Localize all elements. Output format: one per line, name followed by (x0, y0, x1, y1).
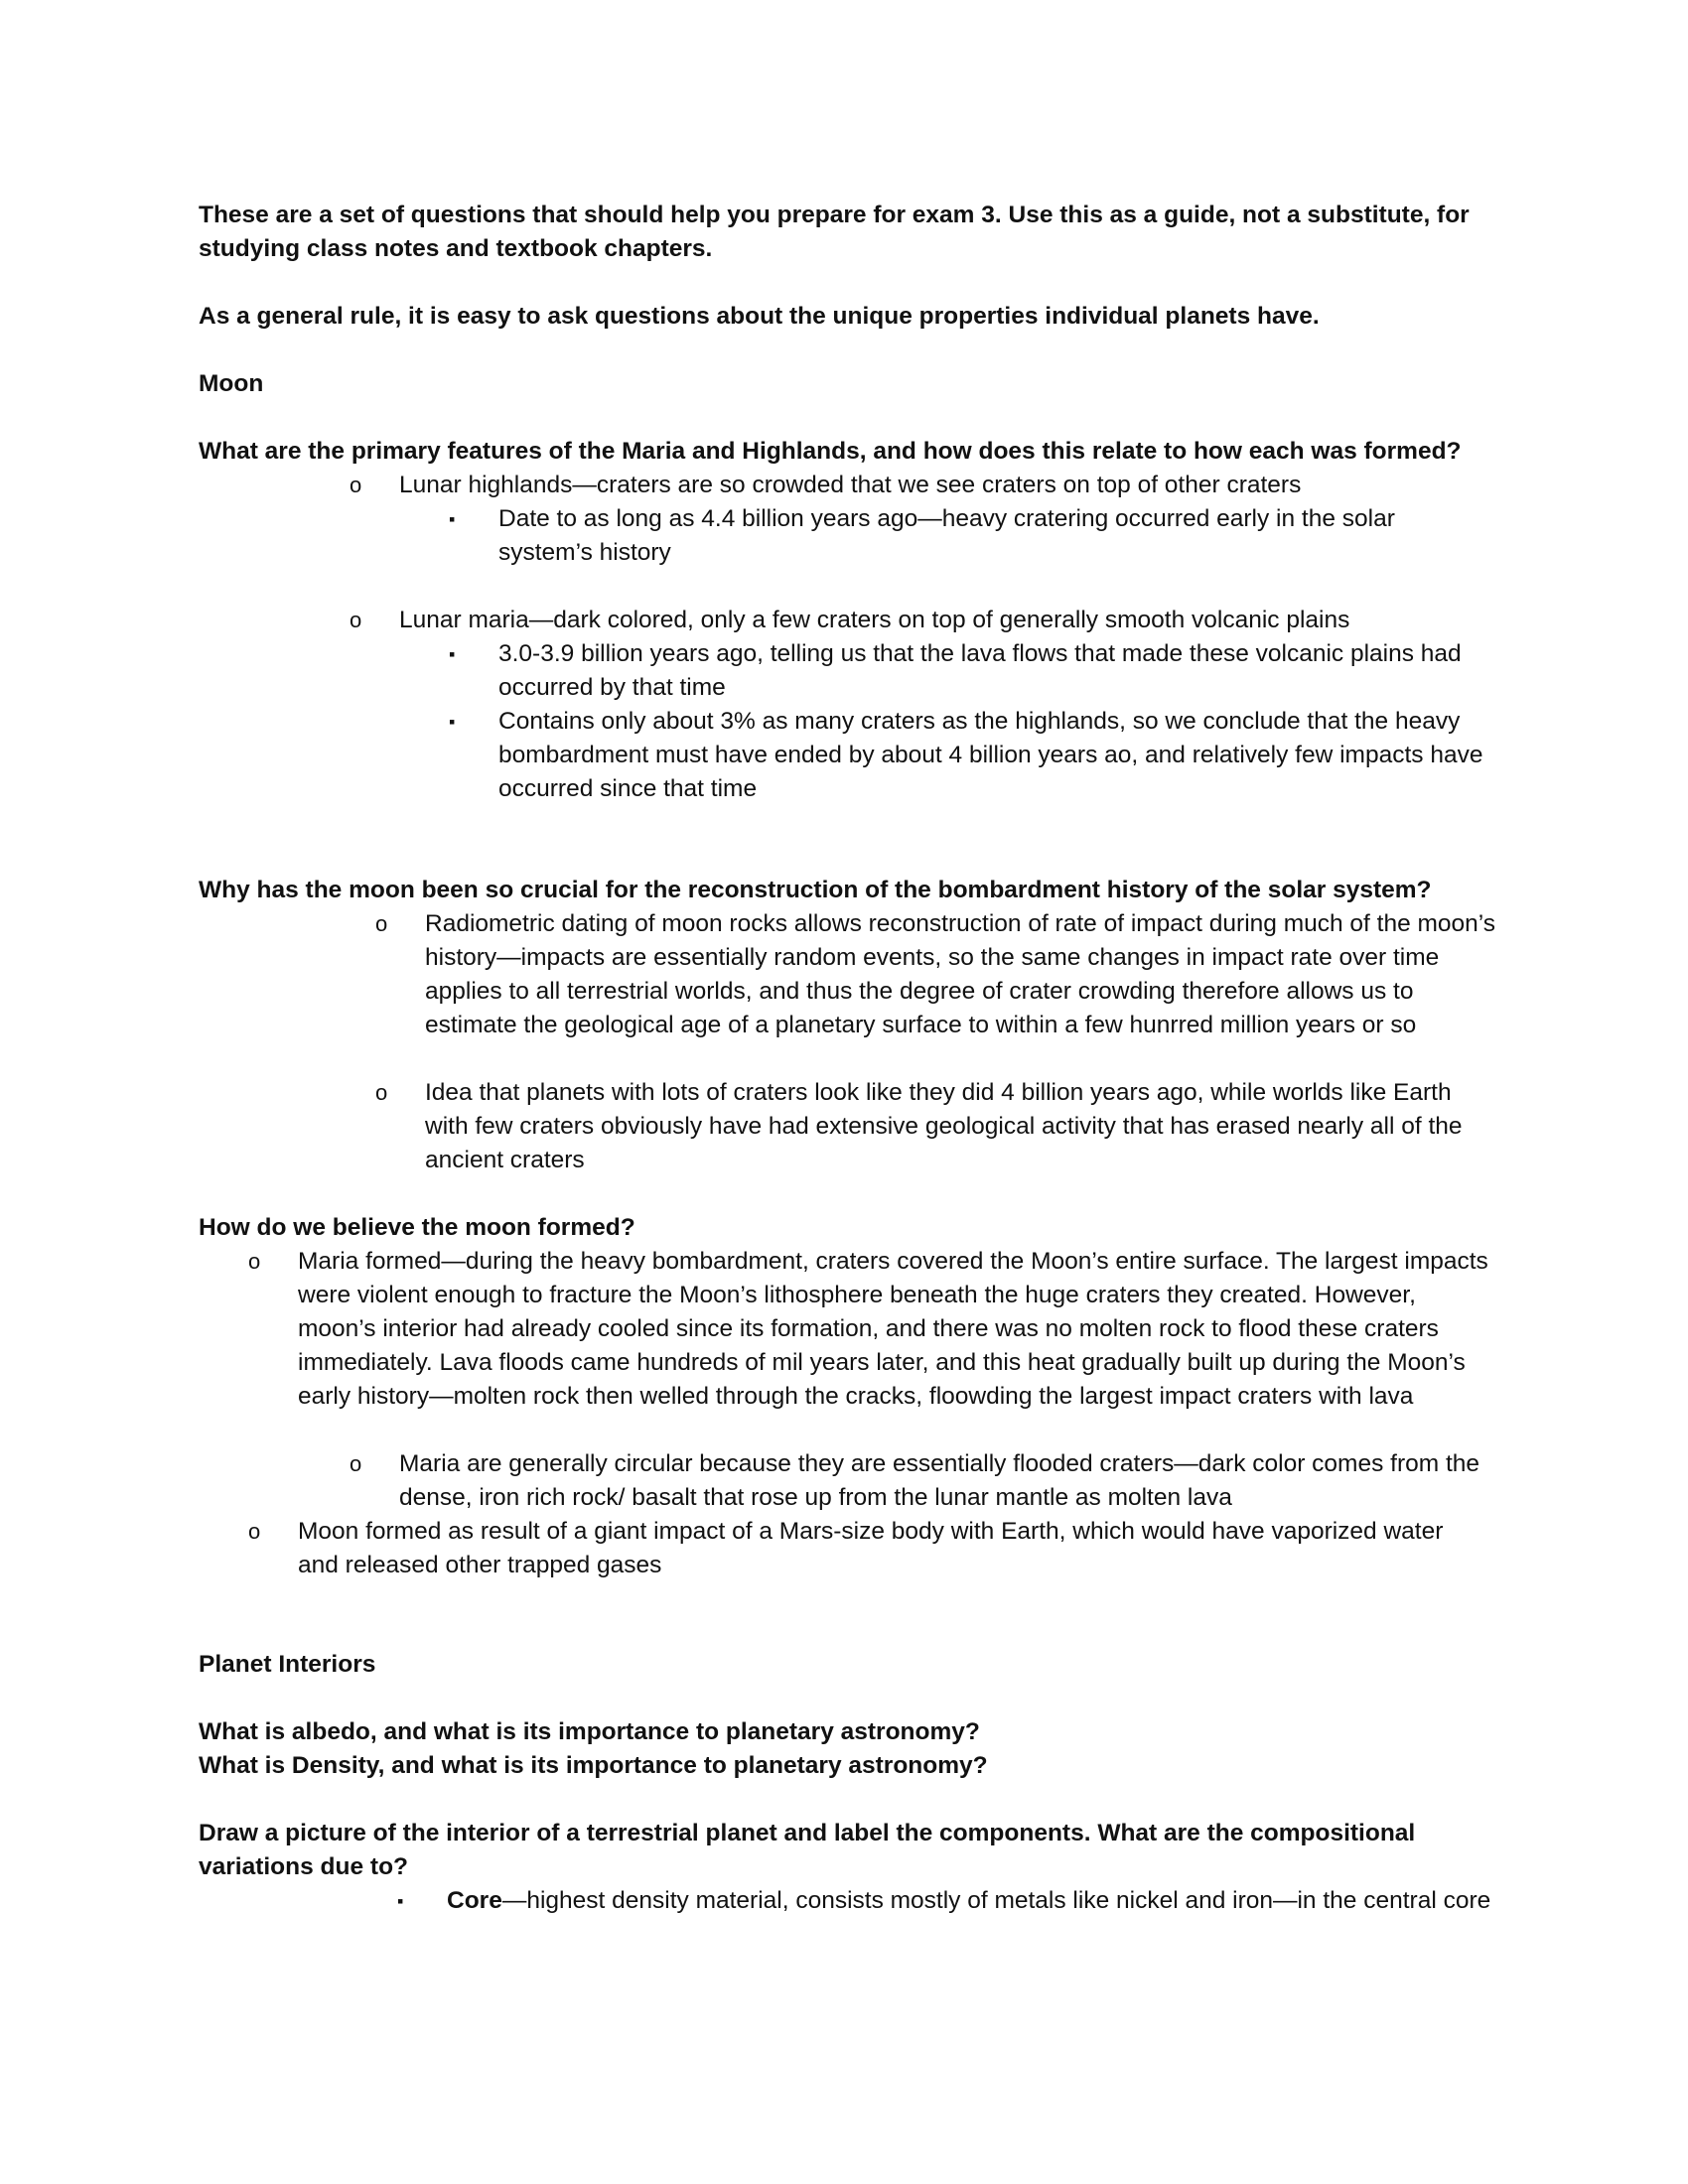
circle-bullet-icon: o (350, 1451, 362, 1476)
maria-text: Lunar maria—dark colored, only a few craters on top of generally smooth volcanic plains (399, 607, 1350, 633)
circle-bullet-icon: o (350, 608, 362, 632)
maria-age-text: 3.0-3.9 billion years ago, telling us that the lava flows that made these volcanic plains had occurred by that time (498, 640, 1462, 701)
list-item (449, 637, 1491, 705)
intro-paragraph: These are a set of questions that should help you prepare for exam 3. Use this as a guide, not a substitute, for studying class notes and textbook chapters. (199, 202, 1470, 262)
circle-bullet-icon: o (375, 1080, 388, 1105)
maria-formed-text: Maria formed—during the heavy bombardment, craters covered the Moon’s entire surface. The largest impacts were violent enough to fracture the Moon’s lithosphere beneath the huge craters they created. However, moon’s interior had already cooled since its formation, and there was no molten rock to flood these craters immediately. Lava floods came hundreds of mil years later, and this heat gradually built up during the Moon’s early history—molten rock then welled through the cracks, floowding the largest impact craters with lava (298, 1248, 1488, 1410)
maria-craters-text: Contains only about 3% as many craters as the highlands, so we conclude that the heavy bombardment must have ended by about 4 billion years ao, and relatively few impacts have occurred since that time (498, 708, 1483, 802)
core-text: —highest density material, consists mostly of metals like nickel and iron—in the central core (501, 1887, 1491, 1914)
crater-idea-text: Idea that planets with lots of craters look like they did 4 billion years ago, while worlds like Earth with few craters obviously have had extensive geological activity that has erased nearly all of the ancient craters (425, 1079, 1463, 1173)
square-bullet-icon: ▪ (397, 1891, 404, 1911)
circle-bullet-icon: o (350, 473, 362, 497)
circle-bullet-icon: o (375, 911, 388, 936)
question-maria-highlands: What are the primary features of the Maria and Highlands, and how does this relate to how each was formed? (199, 438, 1462, 465)
highlands-text: Lunar highlands—craters are so crowded that we see craters on top of other craters (399, 472, 1302, 498)
core-description (447, 1884, 1494, 1918)
highlands-date-text: Date to as long as 4.4 billion years ago—heavy cratering occurred early in the solar system’s history (498, 505, 1395, 566)
section-heading-planet-interiors: Planet Interiors (199, 1651, 376, 1678)
list-item (375, 907, 1497, 1042)
list-item (350, 1447, 1491, 1515)
list-item (350, 469, 1491, 502)
radiometric-dating-text: Radiometric dating of moon rocks allows reconstruction of rate of impact during much of the moon’s history—impacts are essentially random events, so the same changes in impact rate over time applies to all terrestrial worlds, and thus the degree of crater crowding therefore allows us to estimate the geological age of a planetary surface to within a few hunrred million years or so (425, 910, 1496, 1038)
list-item (375, 1076, 1497, 1177)
list-item (248, 1245, 1489, 1414)
question-planet-interior: Draw a picture of the interior of a terrestrial planet and label the components. What are the compositional variations due to? (199, 1820, 1416, 1880)
square-bullet-icon: ▪ (449, 644, 456, 664)
question-bombardment-history: Why has the moon been so crucial for the reconstruction of the bombardment history of the solar system? (199, 877, 1432, 903)
circle-bullet-icon: o (248, 1249, 261, 1274)
giant-impact-text: Moon formed as result of a giant impact of a Mars-size body with Earth, which would have vaporized water and released other trapped gases (298, 1518, 1444, 1578)
list-item (449, 705, 1501, 806)
question-albedo: What is albedo, and what is its importance to planetary astronomy? (199, 1718, 980, 1745)
maria-circular-text: Maria are generally circular because they are essentially flooded craters—dark color comes from the dense, iron rich rock/ basalt that rose up from the lunar mantle as molten lava (399, 1450, 1480, 1511)
section-heading-moon: Moon (199, 370, 264, 397)
question-moon-formation: How do we believe the moon formed? (199, 1214, 635, 1241)
list-item (350, 604, 1491, 637)
list-item (449, 502, 1491, 570)
square-bullet-icon: ▪ (449, 509, 456, 529)
square-bullet-icon: ▪ (449, 712, 456, 732)
general-rule-paragraph: As a general rule, it is easy to ask questions about the unique properties individual planets have. (199, 303, 1320, 330)
list-item (397, 1884, 1494, 1918)
list-item (248, 1515, 1489, 1582)
circle-bullet-icon: o (248, 1519, 261, 1544)
question-density: What is Density, and what is its importance to planetary astronomy? (199, 1752, 988, 1779)
core-term: Core (447, 1887, 502, 1914)
